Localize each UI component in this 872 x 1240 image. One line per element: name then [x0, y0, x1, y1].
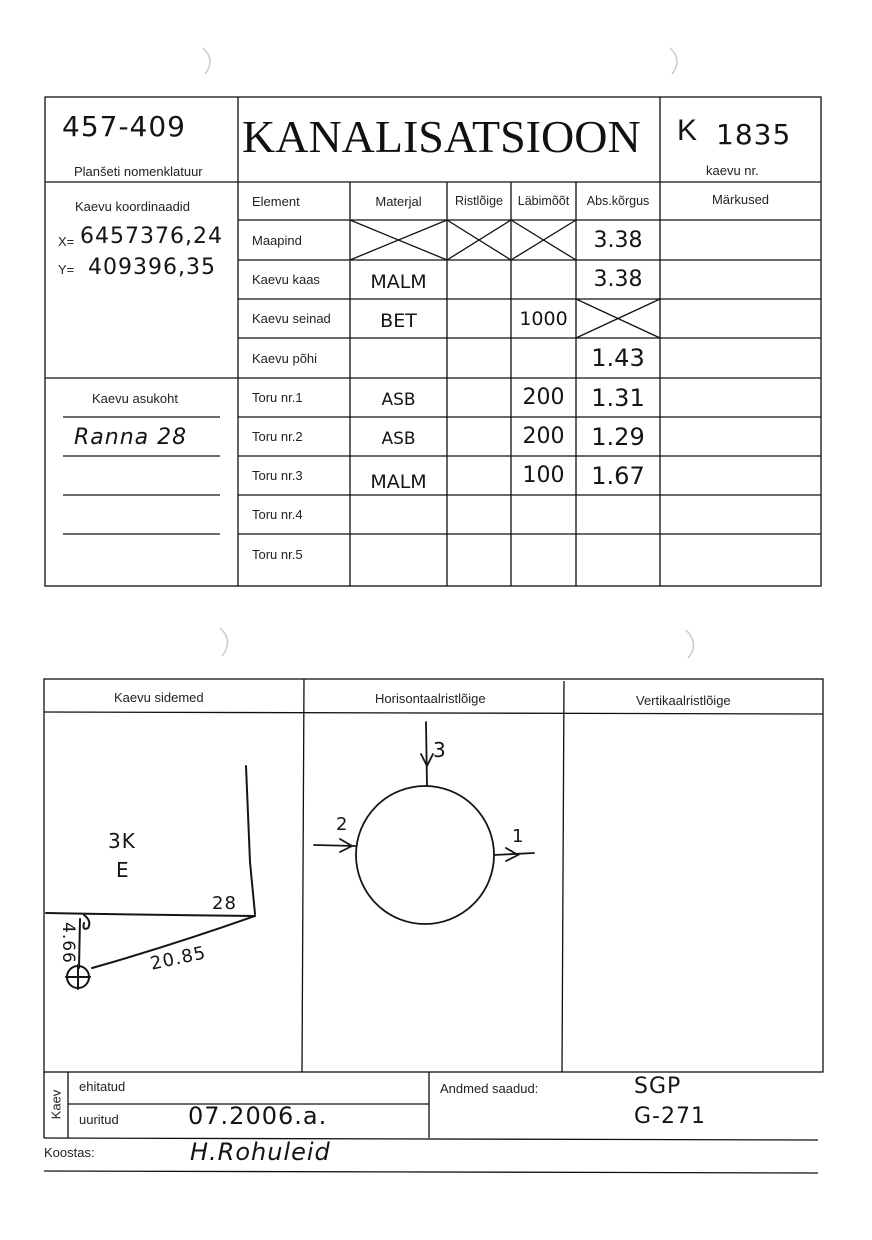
row-diameter: 100 — [522, 463, 565, 488]
row-elevation: 3.38 — [593, 267, 643, 292]
header-elevation: Abs.kõrgus — [586, 194, 650, 208]
surveyed-value: 07.2006.a. — [188, 1102, 328, 1130]
row-element: Kaevu seinad — [252, 311, 331, 326]
header-material: Materjal — [375, 193, 422, 209]
horizontal-section-label: Horisontaalristlõige — [375, 691, 486, 706]
sheet-number: 457-409 — [62, 110, 186, 143]
pipe-3-line — [426, 722, 427, 786]
row-elevation: 1.31 — [591, 383, 645, 412]
row-diameter: 200 — [522, 424, 565, 449]
row-material: MALM — [370, 470, 427, 493]
row-element: Toru nr.3 — [252, 468, 303, 483]
row-element: Toru nr.2 — [252, 429, 303, 444]
row-material: MALM — [370, 270, 427, 293]
corner-label: 28 — [212, 893, 237, 914]
well-circle — [356, 786, 494, 924]
data-received-label: Andmed saadud: — [440, 1081, 539, 1096]
built-label: ehitatud — [79, 1079, 126, 1094]
row-element: Kaevu kaas — [252, 272, 320, 287]
building-label-1: 3K — [108, 829, 136, 853]
header-element: Element — [252, 193, 300, 209]
row-diameter: 1000 — [519, 307, 568, 330]
compiled-value: H.Rohuleid — [190, 1138, 331, 1166]
data-received-ref: G-271 — [634, 1104, 706, 1129]
row-material: BET — [380, 309, 417, 332]
x-label: X= — [58, 234, 75, 249]
row-elevation: 3.38 — [593, 227, 643, 253]
row-elevation: 1.43 — [591, 344, 645, 372]
pipe-2-label: 2 — [336, 814, 349, 835]
coordinates-label: Kaevu koordinaadid — [75, 199, 190, 214]
vertical-section-label: Vertikaalristlõige — [636, 693, 731, 708]
dimension-vertical-value: 4.66 — [58, 922, 78, 964]
y-label: Y= — [58, 262, 75, 277]
row-diameter: 200 — [522, 385, 565, 410]
well-side-label: Kaev — [48, 1089, 64, 1120]
location-value: Ranna 28 — [74, 425, 188, 450]
row-elevation: 1.67 — [591, 461, 645, 490]
row-element: Kaevu põhi — [252, 350, 318, 366]
well-label: kaevu nr. — [706, 163, 759, 178]
sheet-label: Planšeti nomenklatuur — [74, 164, 203, 179]
row-element: Maapind — [252, 232, 302, 248]
row-material: ASB — [381, 389, 416, 410]
page-title: KANALISATSIOON — [242, 111, 641, 162]
data-received-source: SGP — [634, 1074, 682, 1099]
y-value: 409396,35 — [88, 255, 216, 280]
header-diameter: Läbimõõt — [517, 194, 570, 208]
surveyed-label: uuritud — [79, 1112, 119, 1127]
x-value: 6457376,24 — [80, 224, 223, 249]
well-number: 1835 — [716, 118, 792, 151]
well-number-prefix: K — [677, 114, 699, 147]
row-element: Toru nr.5 — [252, 546, 303, 562]
compiled-label: Koostas: — [44, 1145, 95, 1160]
row-element: Toru nr.1 — [252, 390, 303, 405]
header-section: Ristlõige — [455, 194, 503, 208]
row-elevation: 1.29 — [591, 422, 645, 451]
location-label: Kaevu asukoht — [92, 391, 179, 406]
building-label-2: E — [116, 858, 130, 882]
row-material: ASB — [381, 428, 416, 449]
row-element: Toru nr.4 — [252, 507, 303, 522]
pipe-1-label: 1 — [512, 826, 525, 847]
dimension-diagonal-value: 20.85 — [148, 942, 209, 975]
pipe-3-label: 3 — [433, 738, 447, 762]
connections-label: Kaevu sidemed — [114, 690, 204, 705]
header-notes: Märkused — [711, 191, 770, 207]
